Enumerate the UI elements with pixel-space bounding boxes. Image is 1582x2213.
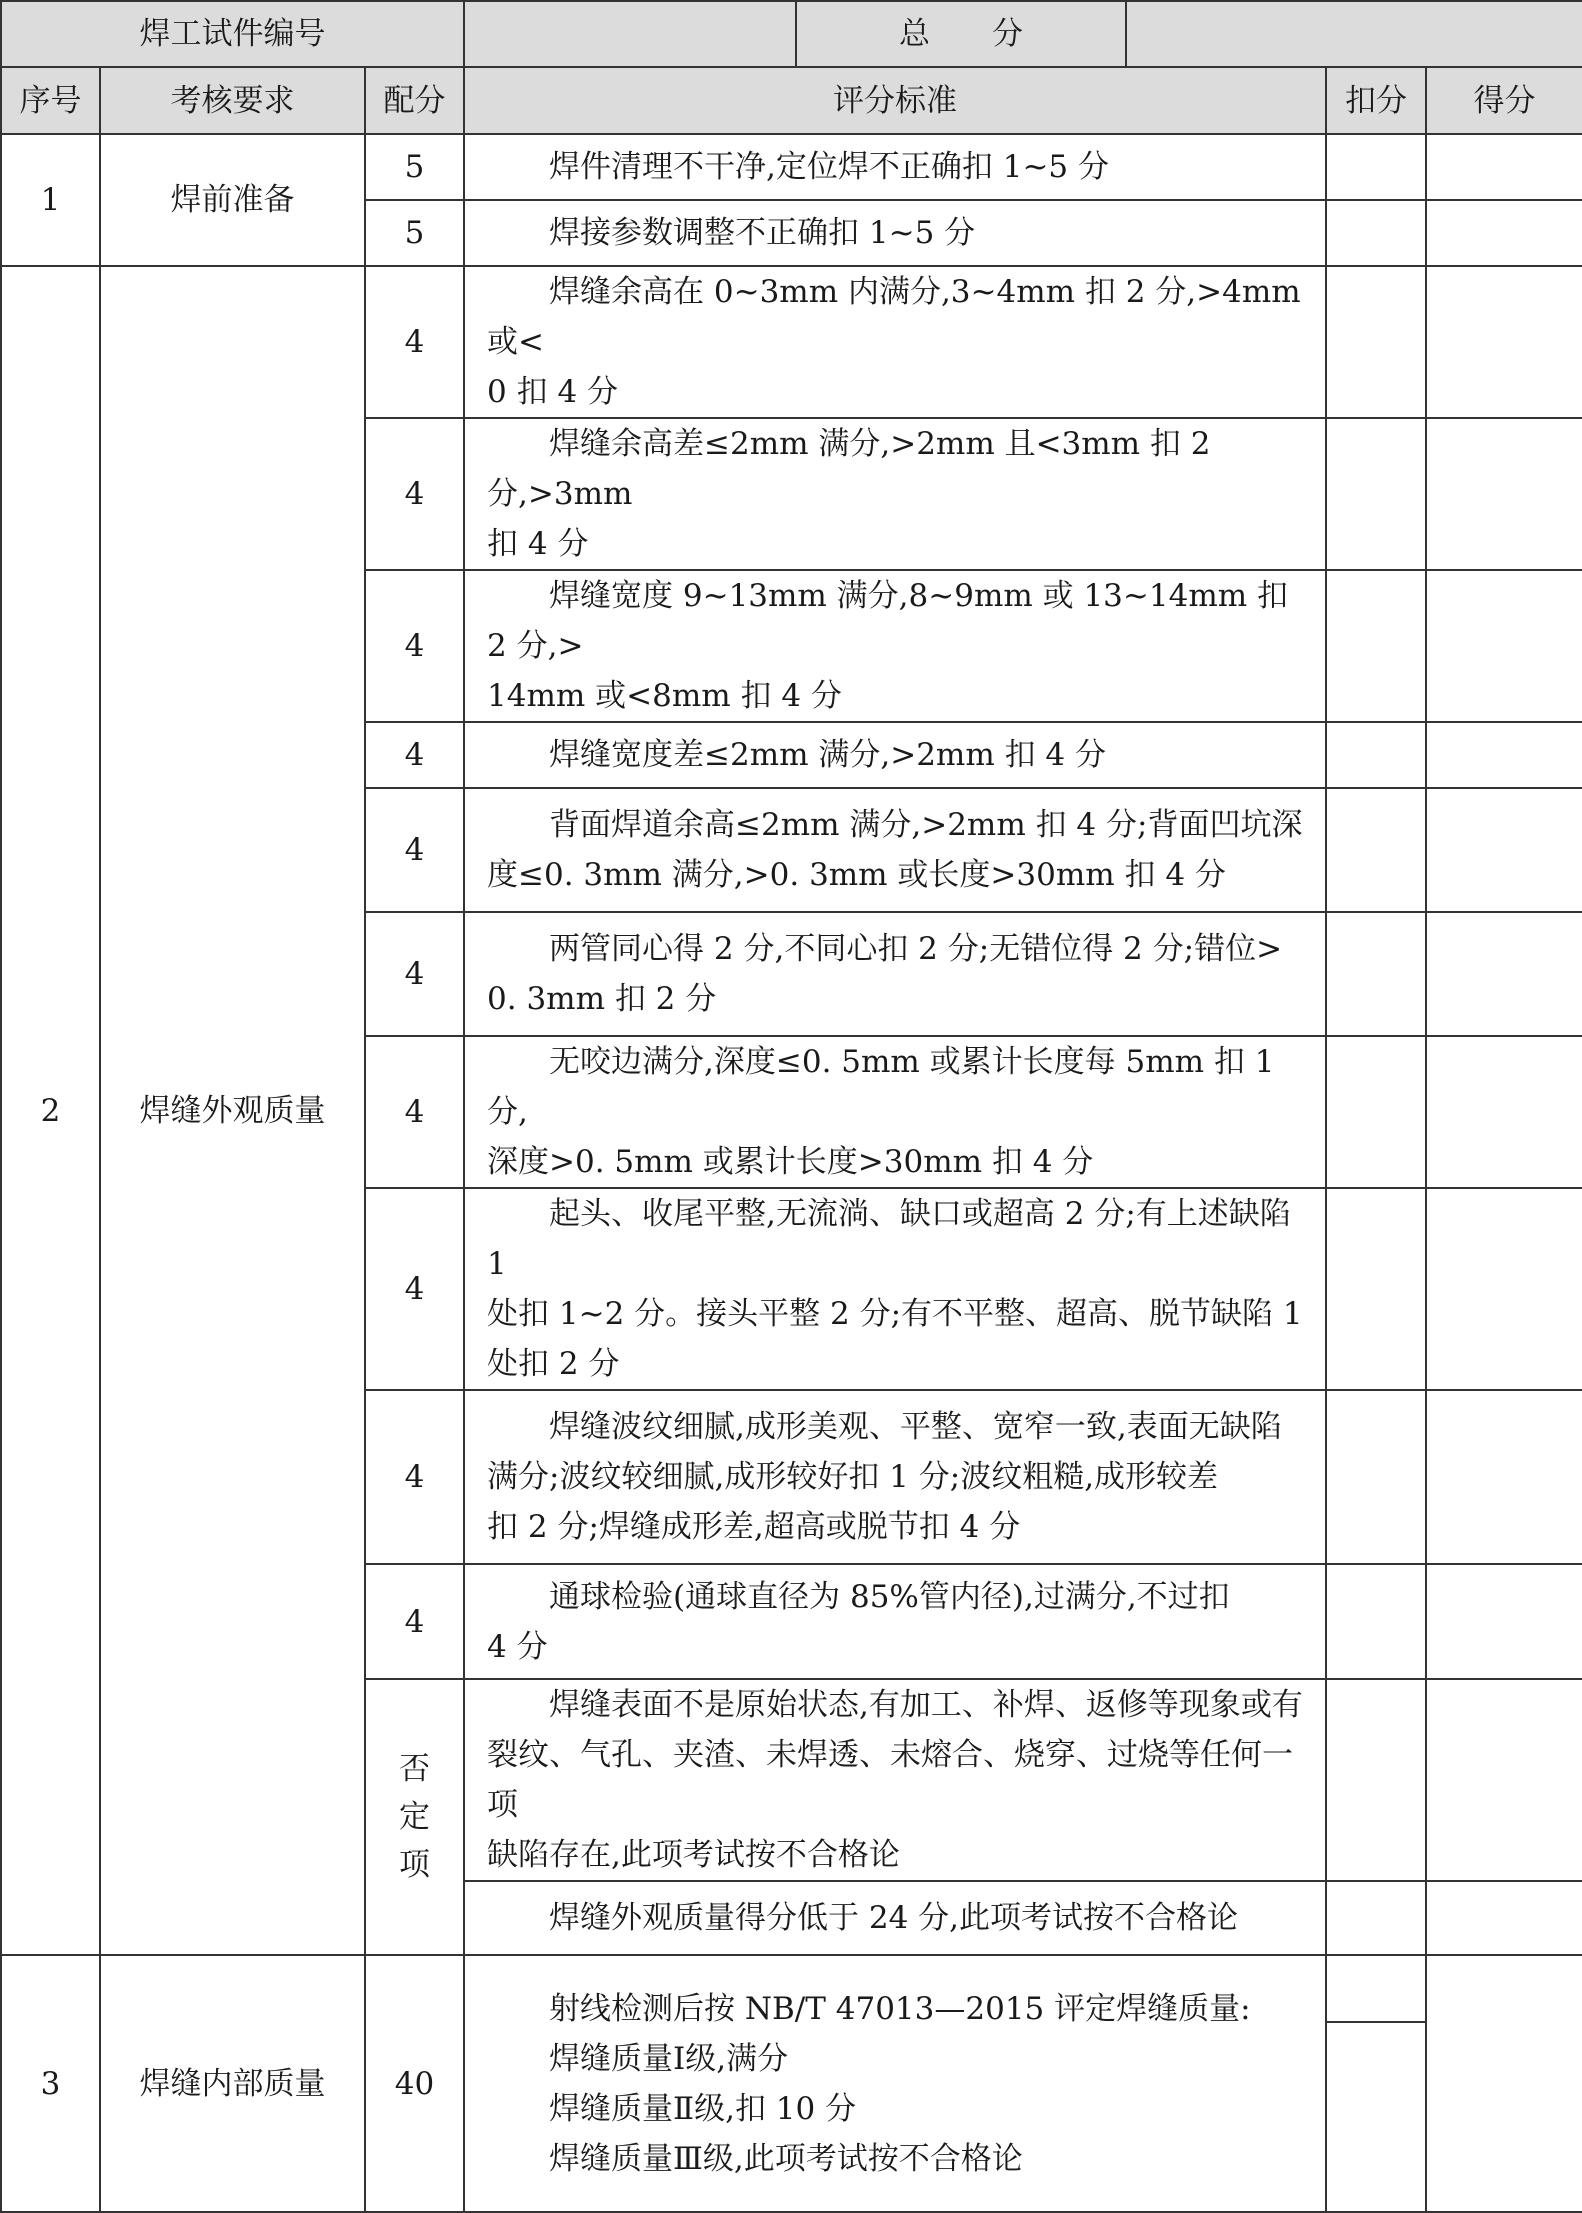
obtained-cell[interactable] — [1426, 722, 1582, 788]
header-row — [1, 67, 1582, 134]
obtained-cell[interactable] — [1426, 1188, 1582, 1390]
deduction-cell[interactable] — [1326, 2022, 1426, 2212]
item-standard — [464, 1036, 1326, 1188]
deduction-cell[interactable] — [1326, 1955, 1426, 2022]
item-standard — [464, 1188, 1326, 1390]
standard-line: 14mm 或<8mm 扣 4 分 — [487, 678, 842, 714]
table-row — [1, 266, 1582, 418]
item-standard — [464, 134, 1326, 200]
item-standard — [464, 1564, 1326, 1679]
item-score: 4 — [365, 1188, 464, 1390]
item-standard — [464, 1390, 1326, 1564]
standard-line: 度≤0. 3mm 满分,>0. 3mm 或长度>30mm 扣 4 分 — [487, 857, 1226, 893]
obtained-cell[interactable] — [1426, 1955, 1582, 2212]
standard-line: 通球检验(通球直径为 85%管内径),过满分,不过扣 — [549, 1578, 1230, 1615]
specimen-row — [1, 1, 1582, 67]
standard-line: 背面焊道余高≤2mm 满分,>2mm 扣 4 分;背面凹坑深 — [549, 807, 1303, 843]
deduction-cell[interactable] — [1326, 1564, 1426, 1679]
total-label: 总 分 — [796, 1, 1126, 67]
veto-standard — [464, 1881, 1326, 1955]
item-standard — [464, 912, 1326, 1036]
specimen-value-cell[interactable] — [464, 1, 796, 67]
deduction-cell[interactable] — [1326, 1036, 1426, 1188]
obtained-cell[interactable] — [1426, 418, 1582, 570]
section3-requirement: 焊缝内部质量 — [100, 1955, 365, 2212]
standard-line: 无咬边满分,深度≤0. 5mm 或累计长度每 5mm 扣 1 分, — [487, 1044, 1275, 1130]
item-standard — [464, 788, 1326, 912]
specimen-label: 焊工试件编号 — [1, 1, 464, 67]
item-score: 40 — [365, 1955, 464, 2212]
obtained-cell[interactable] — [1426, 1881, 1582, 1955]
standard-line: 焊缝质量Ⅰ级,满分 — [549, 2040, 789, 2077]
standard-line: 焊缝波纹细腻,成形美观、平整、宽窄一致,表面无缺陷 — [549, 1409, 1282, 1445]
obtained-cell[interactable] — [1426, 1390, 1582, 1564]
header-no: 序号 — [1, 67, 100, 134]
deduction-cell[interactable] — [1326, 266, 1426, 418]
standard-line: 焊接参数调整不正确扣 1~5 分 — [549, 215, 976, 251]
standard-line: 满分;波纹较细腻,成形较好扣 1 分;波纹粗糙,成形较差 — [487, 1459, 1219, 1495]
item-score: 4 — [365, 1036, 464, 1188]
item-standard — [464, 1955, 1326, 2212]
deduction-cell[interactable] — [1326, 912, 1426, 1036]
obtained-cell[interactable] — [1426, 200, 1582, 266]
standard-line: 焊件清理不干净,定位焊不正确扣 1~5 分 — [549, 149, 1110, 185]
standard-line: 扣 2 分;焊缝成形差,超高或脱节扣 4 分 — [487, 1509, 1021, 1545]
item-standard — [464, 266, 1326, 418]
item-standard — [464, 418, 1326, 570]
veto-char: 定 — [399, 1799, 431, 1835]
item-score: 4 — [365, 722, 464, 788]
standard-line: 焊缝余高差≤2mm 满分,>2mm 且<3mm 扣 2 分,>3mm — [487, 426, 1211, 512]
obtained-cell[interactable] — [1426, 134, 1582, 200]
obtained-cell[interactable] — [1426, 266, 1582, 418]
obtained-cell[interactable] — [1426, 1036, 1582, 1188]
standard-line: 缺陷存在,此项考试按不合格论 — [487, 1837, 900, 1873]
table-row — [1, 1955, 1582, 2022]
item-standard — [464, 570, 1326, 722]
obtained-cell[interactable] — [1426, 912, 1582, 1036]
deduction-cell[interactable] — [1326, 1881, 1426, 1955]
standard-line: 起头、收尾平整,无流淌、缺口或超高 2 分;有上述缺陷 1 — [487, 1196, 1291, 1282]
deduction-cell[interactable] — [1326, 570, 1426, 722]
veto-char: 否 — [399, 1751, 431, 1787]
veto-standard — [464, 1679, 1326, 1881]
item-score: 5 — [365, 134, 464, 200]
standard-line: 焊缝外观质量得分低于 24 分,此项考试按不合格论 — [549, 1900, 1239, 1936]
table-row — [1, 134, 1582, 200]
obtained-cell[interactable] — [1426, 788, 1582, 912]
standard-line: 焊缝宽度 9~13mm 满分,8~9mm 或 13~14mm 扣 2 分,> — [487, 578, 1288, 664]
item-score: 4 — [365, 418, 464, 570]
section1-requirement: 焊前准备 — [100, 134, 365, 266]
standard-line: 焊缝质量Ⅱ级,扣 10 分 — [549, 2090, 857, 2127]
obtained-cell[interactable] — [1426, 1679, 1582, 1881]
section2-no: 2 — [1, 266, 100, 1955]
standard-line: 焊缝余高在 0~3mm 内满分,3~4mm 扣 2 分,>4mm 或< — [487, 274, 1301, 360]
item-standard — [464, 200, 1326, 266]
standard-line: 焊缝质量Ⅲ级,此项考试按不合格论 — [549, 2140, 1023, 2177]
veto-label — [365, 1679, 464, 1955]
deduction-cell[interactable] — [1326, 418, 1426, 570]
standard-line: 处扣 2 分 — [487, 1346, 620, 1382]
section2-requirement: 焊缝外观质量 — [100, 266, 365, 1955]
header-obtained: 得分 — [1426, 67, 1582, 134]
standard-line: 两管同心得 2 分,不同心扣 2 分;无错位得 2 分;错位> — [549, 931, 1283, 967]
header-deduction: 扣分 — [1326, 67, 1426, 134]
deduction-cell[interactable] — [1326, 1390, 1426, 1564]
deduction-cell[interactable] — [1326, 200, 1426, 266]
section1-no: 1 — [1, 134, 100, 266]
standard-line: 扣 4 分 — [487, 526, 589, 562]
deduction-cell[interactable] — [1326, 722, 1426, 788]
standard-line: 处扣 1~2 分。接头平整 2 分;有不平整、超高、脱节缺陷 1 — [487, 1296, 1303, 1332]
obtained-cell[interactable] — [1426, 1564, 1582, 1679]
item-score: 4 — [365, 1390, 464, 1564]
header-standard: 评分标准 — [464, 67, 1326, 134]
item-score: 4 — [365, 912, 464, 1036]
deduction-cell[interactable] — [1326, 1188, 1426, 1390]
item-score: 4 — [365, 266, 464, 418]
obtained-cell[interactable] — [1426, 570, 1582, 722]
deduction-cell[interactable] — [1326, 1679, 1426, 1881]
standard-line: 深度>0. 5mm 或累计长度>30mm 扣 4 分 — [487, 1144, 1094, 1180]
standard-line: 4 分 — [487, 1628, 548, 1665]
standard-line: 射线检测后按 NB/T 47013—2015 评定焊缝质量: — [549, 1990, 1251, 2027]
standard-line: 焊缝表面不是原始状态,有加工、补焊、返修等现象或有 — [549, 1687, 1303, 1723]
header-score: 配分 — [365, 67, 464, 134]
item-score: 5 — [365, 200, 464, 266]
header-requirement: 考核要求 — [100, 67, 365, 134]
deduction-cell[interactable] — [1326, 134, 1426, 200]
standard-line: 0. 3mm 扣 2 分 — [487, 981, 717, 1017]
item-score: 4 — [365, 788, 464, 912]
deduction-cell[interactable] — [1326, 788, 1426, 912]
standard-line: 裂纹、气孔、夹渣、未焊透、未熔合、烧穿、过烧等任何一项 — [487, 1737, 1294, 1823]
section3-no: 3 — [1, 1955, 100, 2212]
item-score: 4 — [365, 570, 464, 722]
standard-line: 0 扣 4 分 — [487, 374, 619, 410]
item-standard — [464, 722, 1326, 788]
total-value-cell[interactable] — [1126, 1, 1582, 67]
item-score: 4 — [365, 1564, 464, 1679]
standard-line: 焊缝宽度差≤2mm 满分,>2mm 扣 4 分 — [549, 737, 1107, 773]
veto-char: 项 — [399, 1847, 431, 1883]
